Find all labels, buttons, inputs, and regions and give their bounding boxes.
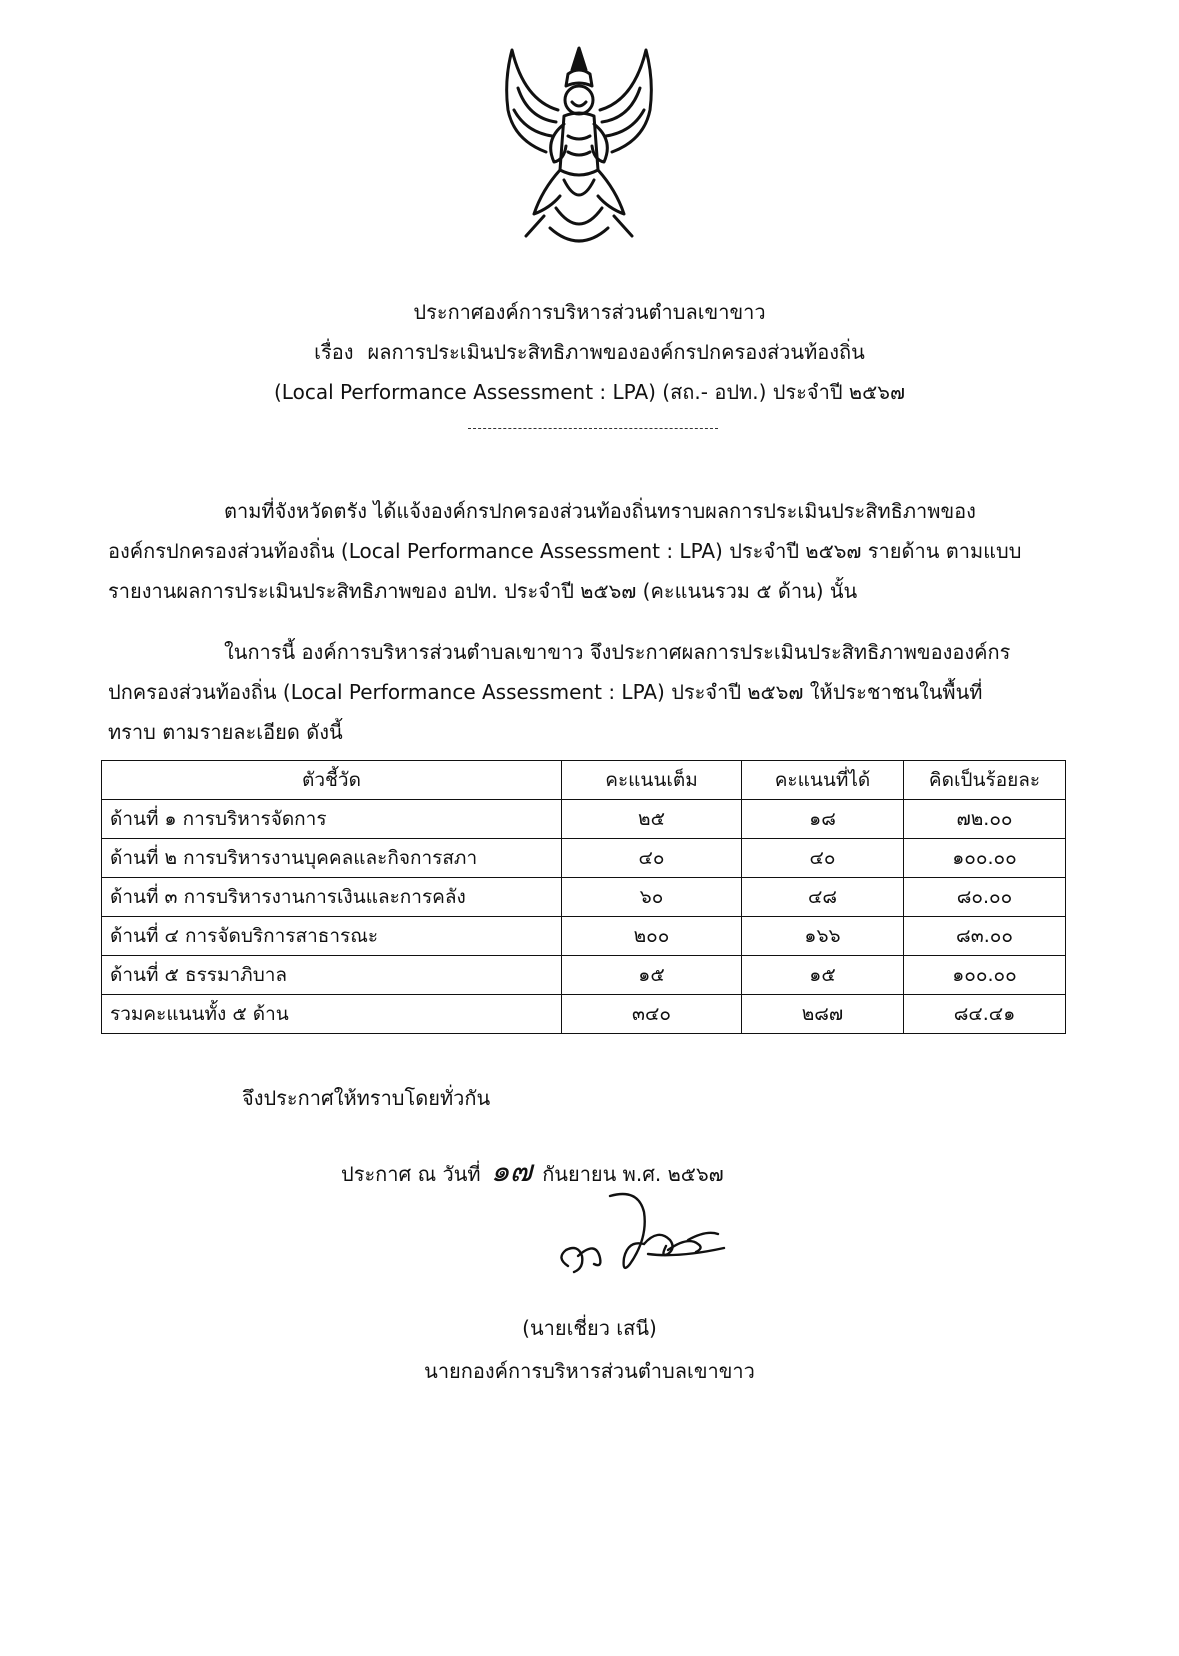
signer-name: (นายเชี่ยว เสนี) (522, 1316, 657, 1340)
full-score-cell: ๒๕ (562, 800, 742, 839)
paragraph1-line1: ตามที่จังหวัดตรัง ได้แจ้งองค์กรปกครองส่วนท้องถิ่นทราบผลการประเมินประสิทธิภาพของ (224, 499, 976, 523)
full-score-cell: ๒๐๐ (562, 917, 742, 956)
subject-line (0, 336, 1179, 368)
indicator-cell: ด้านที่ ๑ การบริหารจัดการ (102, 800, 562, 839)
paragraph1-line3: รายงานผลการประเมินประสิทธิภาพของ อปท. ประจำปี ๒๕๖๗ (คะแนนรวม ๕ ด้าน) นั้น (108, 579, 858, 603)
indicator-cell: ด้านที่ ๓ การบริหารงานการเงินและการคลัง (102, 878, 562, 917)
subject-label: เรื่อง (314, 340, 354, 364)
full-score-cell: ๔๐ (562, 839, 742, 878)
score-table (101, 760, 1066, 1034)
heading-divider (468, 428, 718, 429)
percentage-cell: ๘๓.๐๐ (904, 917, 1066, 956)
closing-statement: จึงประกาศให้ทราบโดยทั่วกัน (242, 1086, 491, 1110)
header-full-score: คะแนนเต็ม (562, 761, 742, 800)
table-total-row (102, 995, 1066, 1034)
table-row (102, 917, 1066, 956)
subject-subtitle: (Local Performance Assessment : LPA) (สถ.- อปท.) ประจำปี ๒๕๖๗ (274, 380, 905, 404)
full-score-cell: ๖๐ (562, 878, 742, 917)
paragraph2-line2: ปกครองส่วนท้องถิ่น (Local Performance Assessment : LPA) ประจำปี ๒๕๖๗ ให้ประชาชนในพื้นที่ (108, 680, 983, 704)
date-prefix: ประกาศ ณ วันที่ (341, 1162, 481, 1186)
header-percentage: คิดเป็นร้อยละ (904, 761, 1066, 800)
header-indicator: ตัวชี้วัด (102, 761, 562, 800)
score-cell: ๑๖๖ (742, 917, 904, 956)
announcement-title: ประกาศองค์การบริหารส่วนตำบลเขาขาว (413, 300, 766, 324)
percentage-cell: ๑๐๐.๐๐ (904, 956, 1066, 995)
paragraph2-line1: ในการนี้ องค์การบริหารส่วนตำบลเขาขาว จึงประกาศผลการประเมินประสิทธิภาพขององค์กร (224, 640, 1011, 664)
table-row (102, 878, 1066, 917)
percentage-cell: ๘๐.๐๐ (904, 878, 1066, 917)
date-day-handwritten: ๑๗ (490, 1154, 533, 1189)
date-suffix: กันยายน พ.ศ. ๒๕๖๗ (542, 1162, 724, 1186)
header-score-received: คะแนนที่ได้ (742, 761, 904, 800)
table-row (102, 839, 1066, 878)
paragraph1-line2: องค์กรปกครองส่วนท้องถิ่น (Local Performance Assessment : LPA) ประจำปี ๒๕๖๗ รายด้าน ตามแบบ (108, 539, 1022, 563)
indicator-cell: รวมคะแนนทั้ง ๕ ด้าน (102, 995, 562, 1034)
table-header-row (102, 761, 1066, 800)
table-row (102, 800, 1066, 839)
score-cell: ๒๘๗ (742, 995, 904, 1034)
full-score-cell: ๑๕ (562, 956, 742, 995)
indicator-cell: ด้านที่ ๔ การจัดบริการสาธารณะ (102, 917, 562, 956)
garuda-emblem-icon (494, 40, 664, 258)
score-cell: ๑๘ (742, 800, 904, 839)
signer-position: นายกองค์การบริหารส่วนตำบลเขาขาว (424, 1359, 755, 1383)
full-score-cell: ๓๔๐ (562, 995, 742, 1034)
indicator-cell: ด้านที่ ๕ ธรรมาภิบาล (102, 956, 562, 995)
score-cell: ๔๘ (742, 878, 904, 917)
percentage-cell: ๘๔.๔๑ (904, 995, 1066, 1034)
percentage-cell: ๗๒.๐๐ (904, 800, 1066, 839)
score-cell: ๑๕ (742, 956, 904, 995)
indicator-cell: ด้านที่ ๒ การบริหารงานบุคคลและกิจการสภา (102, 839, 562, 878)
signature-icon (548, 1188, 738, 1288)
subject-text: ผลการประเมินประสิทธิภาพขององค์กรปกครองส่วนท้องถิ่น (367, 340, 865, 364)
score-cell: ๔๐ (742, 839, 904, 878)
table-row (102, 956, 1066, 995)
paragraph2-line3: ทราบ ตามรายละเอียด ดังนี้ (108, 720, 343, 744)
percentage-cell: ๑๐๐.๐๐ (904, 839, 1066, 878)
